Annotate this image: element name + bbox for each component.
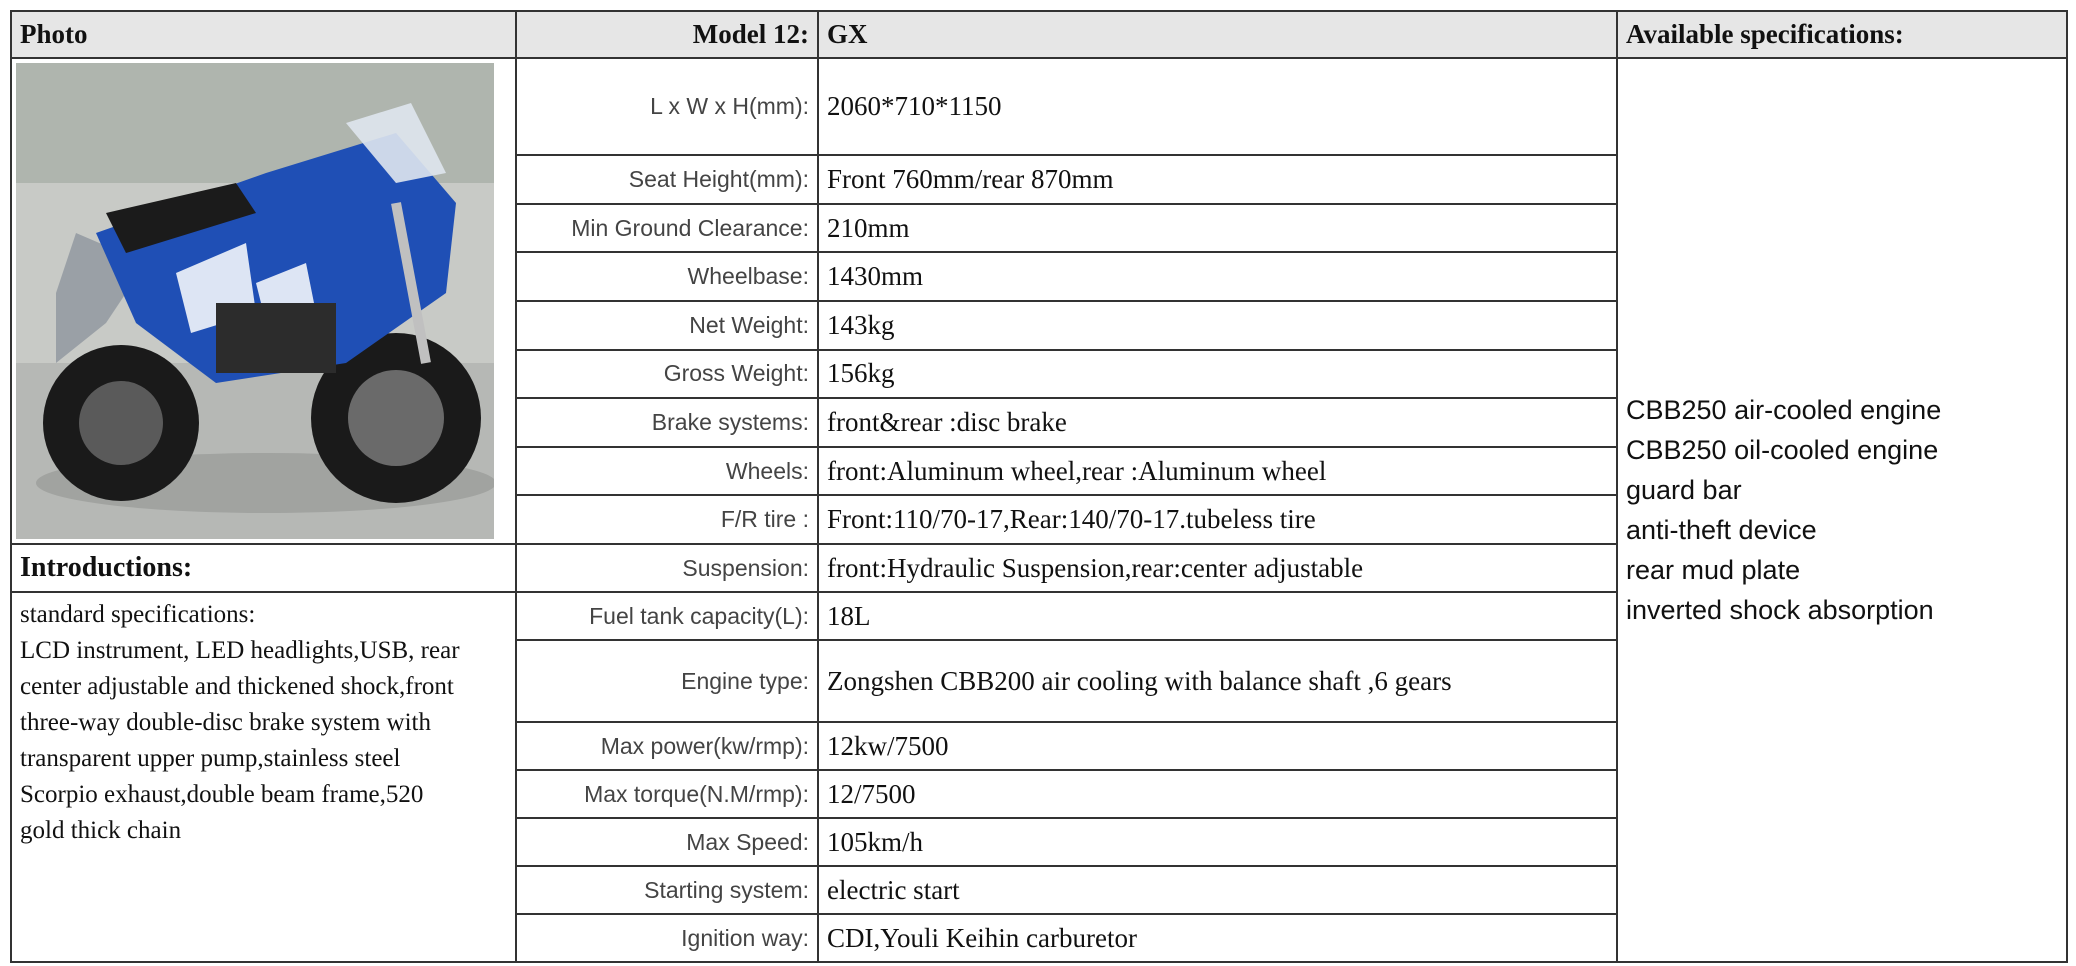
spec-label: Min Ground Clearance:	[516, 204, 818, 253]
spec-table	[10, 10, 2068, 963]
spec-label: F/R tire :	[516, 495, 818, 544]
photo-cell	[11, 58, 516, 544]
available-item: CBB250 air-cooled engine	[1626, 395, 1942, 425]
model-value: GX	[818, 11, 1617, 58]
spec-label: Max torque(N.M/rmp):	[516, 770, 818, 818]
spec-value: front:Hydraulic Suspension,rear:center adjustable	[818, 544, 1617, 592]
motorcycle-icon	[16, 63, 494, 539]
intro-line: three-way double-disc brake system with	[20, 709, 431, 736]
spec-value: 12/7500	[818, 770, 1617, 818]
available-item: guard bar	[1626, 475, 1742, 505]
available-specs-cell	[1617, 58, 2067, 962]
spec-value: electric start	[818, 866, 1617, 914]
spec-label: Fuel tank capacity(L):	[516, 592, 818, 640]
intro-line: gold thick chain	[20, 817, 182, 844]
spec-value: Front 760mm/rear 870mm	[818, 155, 1617, 204]
spec-value: 210mm	[818, 204, 1617, 253]
intro-line: Scorpio exhaust,double beam frame,520	[20, 781, 424, 808]
spec-value: 156kg	[818, 350, 1617, 399]
spec-sheet	[10, 10, 2068, 963]
intro-line: center adjustable and thickened shock,front	[20, 673, 454, 700]
table-row	[11, 58, 2067, 155]
spec-label: Gross Weight:	[516, 350, 818, 399]
introductions-title: Introductions:	[11, 544, 516, 592]
available-item: rear mud plate	[1626, 555, 1801, 585]
spec-label: Max Speed:	[516, 818, 818, 866]
spec-label: Net Weight:	[516, 301, 818, 350]
spec-label: Max power(kw/rmp):	[516, 722, 818, 770]
spec-value: 2060*710*1150	[818, 58, 1617, 155]
spec-value: CDI,Youli Keihin carburetor	[818, 914, 1617, 962]
motorcycle-photo	[16, 63, 494, 539]
intro-line: transparent upper pump,stainless steel	[20, 745, 401, 772]
spec-label: Wheels:	[516, 447, 818, 496]
spec-value: 105km/h	[818, 818, 1617, 866]
spec-value: front&rear :disc brake	[818, 398, 1617, 447]
available-item: anti-theft device	[1626, 515, 1817, 545]
spec-value: Front:110/70-17,Rear:140/70-17.tubeless tire	[818, 495, 1617, 544]
available-item: CBB250 oil-cooled engine	[1626, 435, 1939, 465]
intro-line: LCD instrument, LED headlights,USB, rear	[20, 637, 460, 664]
spec-label: Starting system:	[516, 866, 818, 914]
spec-value: 12kw/7500	[818, 722, 1617, 770]
spec-label: L x W x H(mm):	[516, 58, 818, 155]
available-item: inverted shock absorption	[1626, 595, 1934, 625]
spec-value: front:Aluminum wheel,rear :Aluminum wheel	[818, 447, 1617, 496]
available-header: Available specifications:	[1617, 11, 2067, 58]
spec-label: Wheelbase:	[516, 252, 818, 301]
spec-label: Ignition way:	[516, 914, 818, 962]
intro-line: standard specifications:	[20, 601, 256, 628]
photo-header: Photo	[11, 11, 516, 58]
spec-value: 1430mm	[818, 252, 1617, 301]
spec-label: Seat Height(mm):	[516, 155, 818, 204]
spec-label: Suspension:	[516, 544, 818, 592]
header-row	[11, 11, 2067, 58]
spec-value: 143kg	[818, 301, 1617, 350]
model-label: Model 12:	[516, 11, 818, 58]
spec-label: Engine type:	[516, 640, 818, 722]
spec-value: 18L	[818, 592, 1617, 640]
spec-value: Zongshen CBB200 air cooling with balance shaft ,6 gears	[818, 640, 1617, 722]
spec-label: Brake systems:	[516, 398, 818, 447]
introductions-body	[11, 592, 516, 962]
